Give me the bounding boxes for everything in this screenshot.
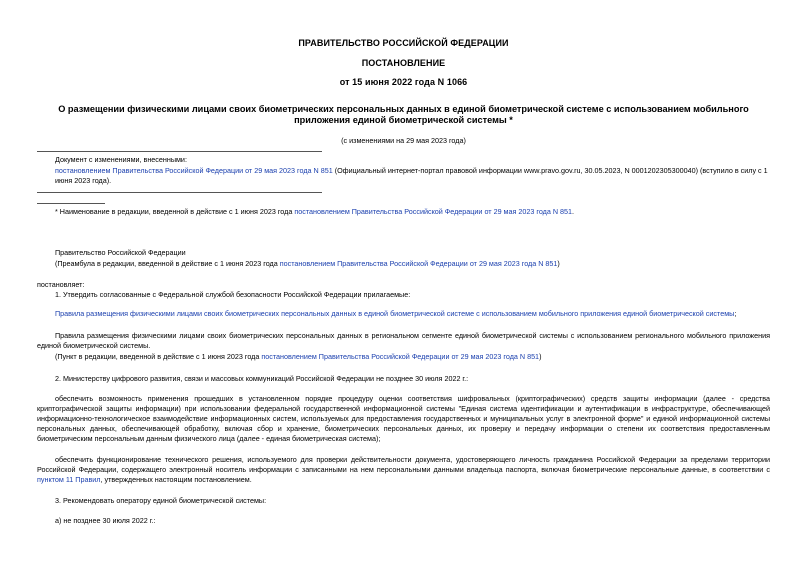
- preamble-note-text: (Преамбула в редакции, введенной в действие с 1 июня 2023 года: [55, 259, 280, 268]
- paragraph-3: 3. Рекомендовать оператору единой биометрической системы:: [55, 496, 267, 505]
- amendments-rule-bottom: [37, 192, 322, 193]
- paragraph-2a: обеспечить возможность применения прошедших в установленном порядке процедуру оценки соответствия шифровальных (криптографических) средств защиты информации (далее - средства криптографической защиты информации) при использовании федеральной государственной информационной системы "Единая система идентификации и аутентификации в инфраструктуре, обеспечивающей информационно-технологическое взаимодействие информационных систем, используемых для предоставления государственных и муниципальных услуг в электронной форме" и единой информационной системы персональных данных, обеспечивающей обработку, включая сбор и хранение, биометрических персональных данных, их проверку и передачу информации о степени их соответствия предоставленным биометрическим персональным данным физического лица (далее - единая биометрическая система);: [37, 394, 770, 443]
- rules-2-paragraph: Правила размещения физическими лицами своих биометрических персональных данных в региональном сегменте единой биометрической системы с использованием регионального мобильного приложения единой биометрической системы.: [37, 331, 770, 350]
- preamble-note-link[interactable]: постановлением Правительства Российской Федерации от 29 мая 2023 года N 851: [279, 259, 558, 268]
- rules-1-link[interactable]: Правила размещения физическими лицами своих биометрических персональных данных в единой биометрической системе с использованием мобильного приложения единой биометрической системы: [55, 309, 735, 318]
- amendment-link[interactable]: постановлением Правительства Российской Федерации от 29 мая 2023 года N 851: [55, 166, 333, 175]
- rules-point-11-link[interactable]: пунктом 11 Правил: [37, 475, 101, 484]
- as-amended-note: (с изменениями на 29 мая 2023 года): [341, 136, 466, 145]
- rules-2-note-end: ): [539, 352, 542, 361]
- decides-line: постановляет:: [37, 280, 85, 289]
- paragraph-2b-text: обеспечить функционирование технического решения, используемого для проверки действительности документа, удостоверяющего личность гражданина Российской Федерации за пределами территории Российской Федерации, содержащего электронный носитель информации с записанными на нем персональными данными владельца паспорта, включая биометрические персональные данные, в соответствии с: [37, 455, 770, 474]
- footnote-text: * Наименование в редакции, введенной в действие с 1 июня 2023 года: [55, 207, 295, 216]
- document-title: О размещении физическими лицами своих биометрических персональных данных в единой биометрической системе с использованием мобильного приложения единой биометрической системы *: [58, 104, 749, 125]
- doc-type-heading: ПОСТАНОВЛЕНИЕ: [361, 58, 446, 68]
- amendment-publication: (Официальный интернет-портал правовой информации www.pravo.gov.ru, 30.05.2023, N 0001202305300040) (вступило в силу с 1 июня 2023 года).: [55, 166, 768, 185]
- rules-2-note-link[interactable]: постановлением Правительства Российской Федерации от 29 мая 2023 года N 851: [261, 352, 540, 361]
- paragraph-2b-end: , утвержденных настоящим постановлением.: [100, 475, 252, 484]
- date-number-heading: от 15 июня 2022 года N 1066: [339, 77, 468, 87]
- amendments-text: [55, 166, 770, 186]
- footnote: [55, 207, 574, 217]
- preamble-line: Правительство Российской Федерации: [55, 248, 186, 257]
- paragraph-3a: а) не позднее 30 июля 2022 г.:: [55, 516, 156, 525]
- government-heading: ПРАВИТЕЛЬСТВО РОССИЙСКОЙ ФЕДЕРАЦИИ: [298, 38, 509, 48]
- amendments-rule-top: [37, 151, 322, 152]
- footnote-link[interactable]: постановлением Правительства Российской Федерации от 29 мая 2023 года N 851: [294, 207, 573, 216]
- preamble-note-end: ): [557, 259, 560, 268]
- paragraph-2: 2. Министерству цифрового развития, связи и массовых коммуникаций Российской Федерации не позднее 30 июля 2022 г.:: [55, 374, 469, 383]
- paragraph-1: 1. Утвердить согласованные с Федеральной службой безопасности Российской Федерации прилагаемые:: [55, 290, 411, 299]
- rules-1-end: ;: [734, 309, 737, 318]
- footnote-rule: [37, 203, 105, 204]
- rules-1-line: [55, 309, 736, 319]
- rules-2-note-text: (Пункт в редакции, введенной в действие с 1 июня 2023 года: [55, 352, 262, 361]
- paragraph-2b: [37, 455, 770, 485]
- footnote-end: .: [572, 207, 575, 216]
- preamble-note: [55, 259, 560, 269]
- amendments-intro: Документ с изменениями, внесенными:: [55, 155, 187, 164]
- rules-2-note: [55, 352, 541, 362]
